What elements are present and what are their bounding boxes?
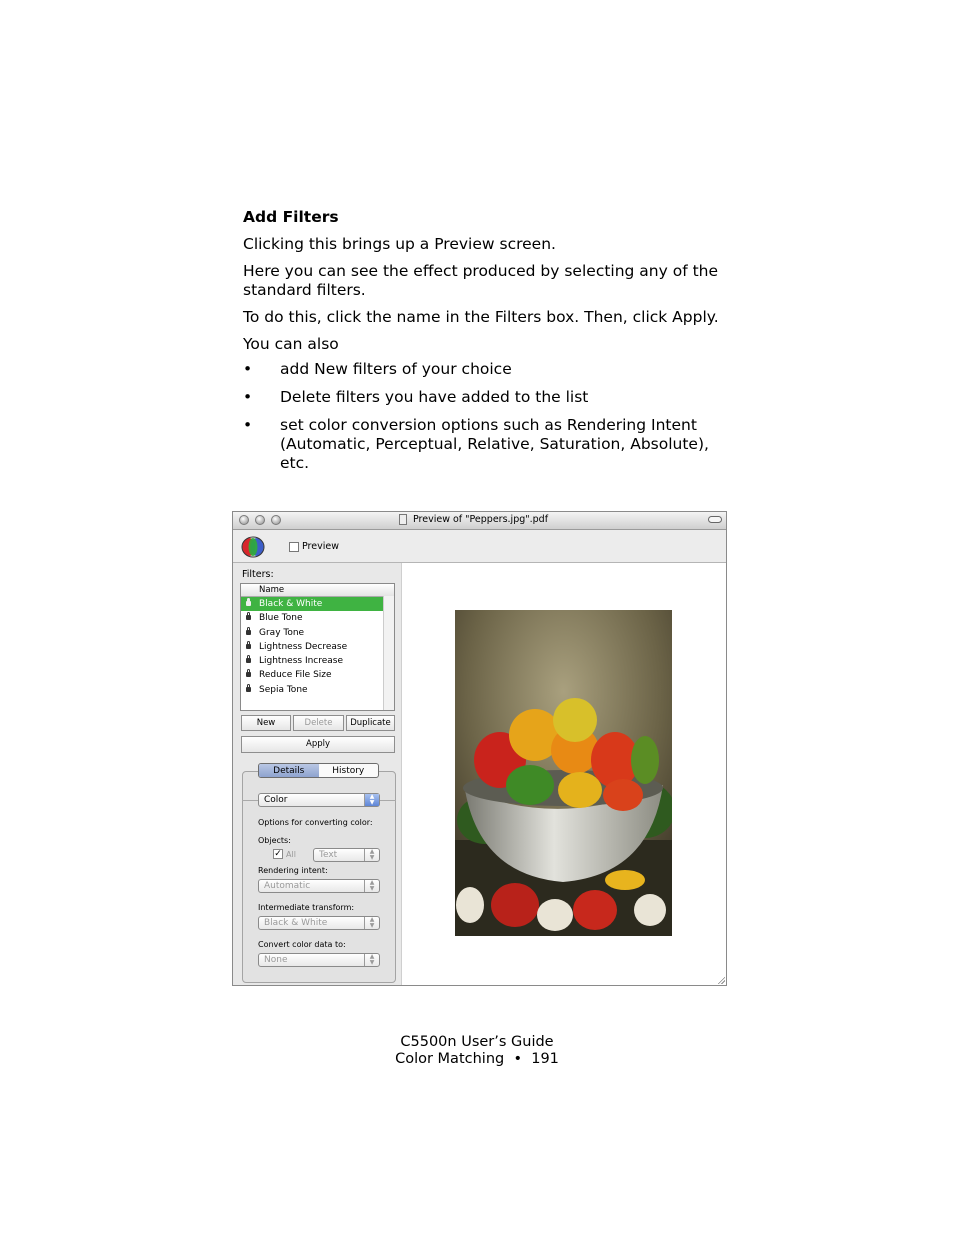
- list-scrollbar[interactable]: [383, 596, 394, 710]
- list-item: • add New filters of your choice: [243, 360, 512, 378]
- rendering-intent-popup[interactable]: Automatic ▲ ▼: [258, 879, 380, 893]
- list-item[interactable]: Lightness Decrease: [241, 640, 383, 654]
- paragraph: To do this, click the name in the Filters box. Then, click Apply.: [243, 308, 719, 326]
- resize-grip-icon[interactable]: [717, 976, 725, 984]
- paragraph: You can also: [243, 335, 339, 353]
- footer-page-line: [0, 1050, 954, 1068]
- close-button[interactable]: [239, 515, 249, 525]
- delete-button[interactable]: Delete: [293, 715, 344, 731]
- list-item[interactable]: Gray Tone: [241, 626, 383, 640]
- list-item[interactable]: Black & White: [241, 597, 383, 611]
- list-item[interactable]: Sepia Tone: [241, 683, 383, 697]
- section-heading: Add Filters: [243, 208, 339, 226]
- title-bar[interactable]: [233, 512, 726, 530]
- updown-arrow-icon: ▲ ▼: [364, 954, 379, 966]
- filters-label: Filters:: [242, 569, 274, 580]
- duplicate-button[interactable]: Duplicate: [346, 715, 395, 731]
- lock-icon: [246, 687, 251, 692]
- rendering-intent-label: Rendering intent:: [258, 866, 328, 875]
- convert-color-label: Convert color data to:: [258, 940, 346, 949]
- intermediate-transform-popup[interactable]: Black & White ▲ ▼: [258, 916, 380, 930]
- preview-window: [232, 511, 727, 986]
- all-label: All: [286, 850, 296, 859]
- document-icon: [399, 514, 407, 525]
- bullet-list: [243, 360, 743, 473]
- lock-icon: [246, 672, 251, 677]
- lock-icon: [246, 658, 251, 663]
- minimize-button[interactable]: [255, 515, 265, 525]
- lock-icon: [246, 644, 251, 649]
- category-popup[interactable]: Color ▲ ▼: [258, 793, 380, 807]
- filter-panel: [233, 563, 402, 985]
- tab-details[interactable]: Details: [259, 764, 319, 777]
- colorsync-icon: [241, 536, 265, 558]
- lock-icon: [246, 601, 251, 606]
- list-item[interactable]: Blue Tone: [241, 611, 383, 625]
- lock-icon: [246, 615, 251, 620]
- all-checkbox[interactable]: ✓: [274, 849, 282, 859]
- paragraph: Clicking this brings up a Preview screen.: [243, 235, 556, 253]
- bullet-icon: •: [243, 416, 253, 434]
- list-item: • Delete filters you have added to the list: [243, 388, 589, 406]
- bullet-icon: •: [243, 360, 253, 378]
- updown-arrow-icon: ▲ ▼: [364, 849, 379, 861]
- footer-section: Color Matching: [395, 1051, 505, 1067]
- tab-history[interactable]: History: [332, 766, 365, 776]
- tab-control[interactable]: [258, 763, 379, 778]
- preview-label: Preview: [302, 541, 339, 552]
- footer-separator: •: [513, 1051, 522, 1067]
- updown-arrow-icon: ▲ ▼: [364, 880, 379, 892]
- list-item: • set color conversion options such as Rendering Intent (Automatic, Perceptual, Relative, Saturation, Absolute), etc.: [243, 416, 709, 472]
- apply-button[interactable]: Apply: [241, 736, 395, 753]
- list-item[interactable]: Lightness Increase: [241, 654, 383, 668]
- options-label: Options for converting color:: [258, 818, 373, 827]
- preview-checkbox[interactable]: [289, 542, 299, 552]
- toolbar: [233, 530, 726, 563]
- list-item[interactable]: Reduce File Size: [241, 668, 383, 682]
- footer-title: C5500n User’s Guide: [400, 1034, 554, 1050]
- intermediate-transform-label: Intermediate transform:: [258, 903, 355, 912]
- bullet-icon: •: [243, 388, 253, 406]
- toolbar-toggle-button[interactable]: [708, 516, 722, 523]
- new-button[interactable]: New: [241, 715, 291, 731]
- peppers-preview-image: [455, 610, 672, 936]
- objects-popup[interactable]: Text ▲ ▼: [313, 848, 380, 862]
- document-body: [243, 208, 743, 482]
- lock-icon: [246, 630, 251, 635]
- updown-arrow-icon: ▲ ▼: [364, 794, 379, 806]
- paragraph: Here you can see the effect produced by selecting any of the standard filters.: [243, 262, 719, 299]
- updown-arrow-icon: ▲ ▼: [364, 917, 379, 929]
- list-header-name[interactable]: Name: [241, 584, 394, 597]
- window-title: Preview of "Peppers.jpg".pdf: [413, 514, 549, 525]
- zoom-button[interactable]: [271, 515, 281, 525]
- objects-label: Objects:: [258, 836, 291, 845]
- convert-color-popup[interactable]: None ▲ ▼: [258, 953, 380, 967]
- filters-list[interactable]: [240, 583, 395, 711]
- page-number: 191: [531, 1051, 559, 1067]
